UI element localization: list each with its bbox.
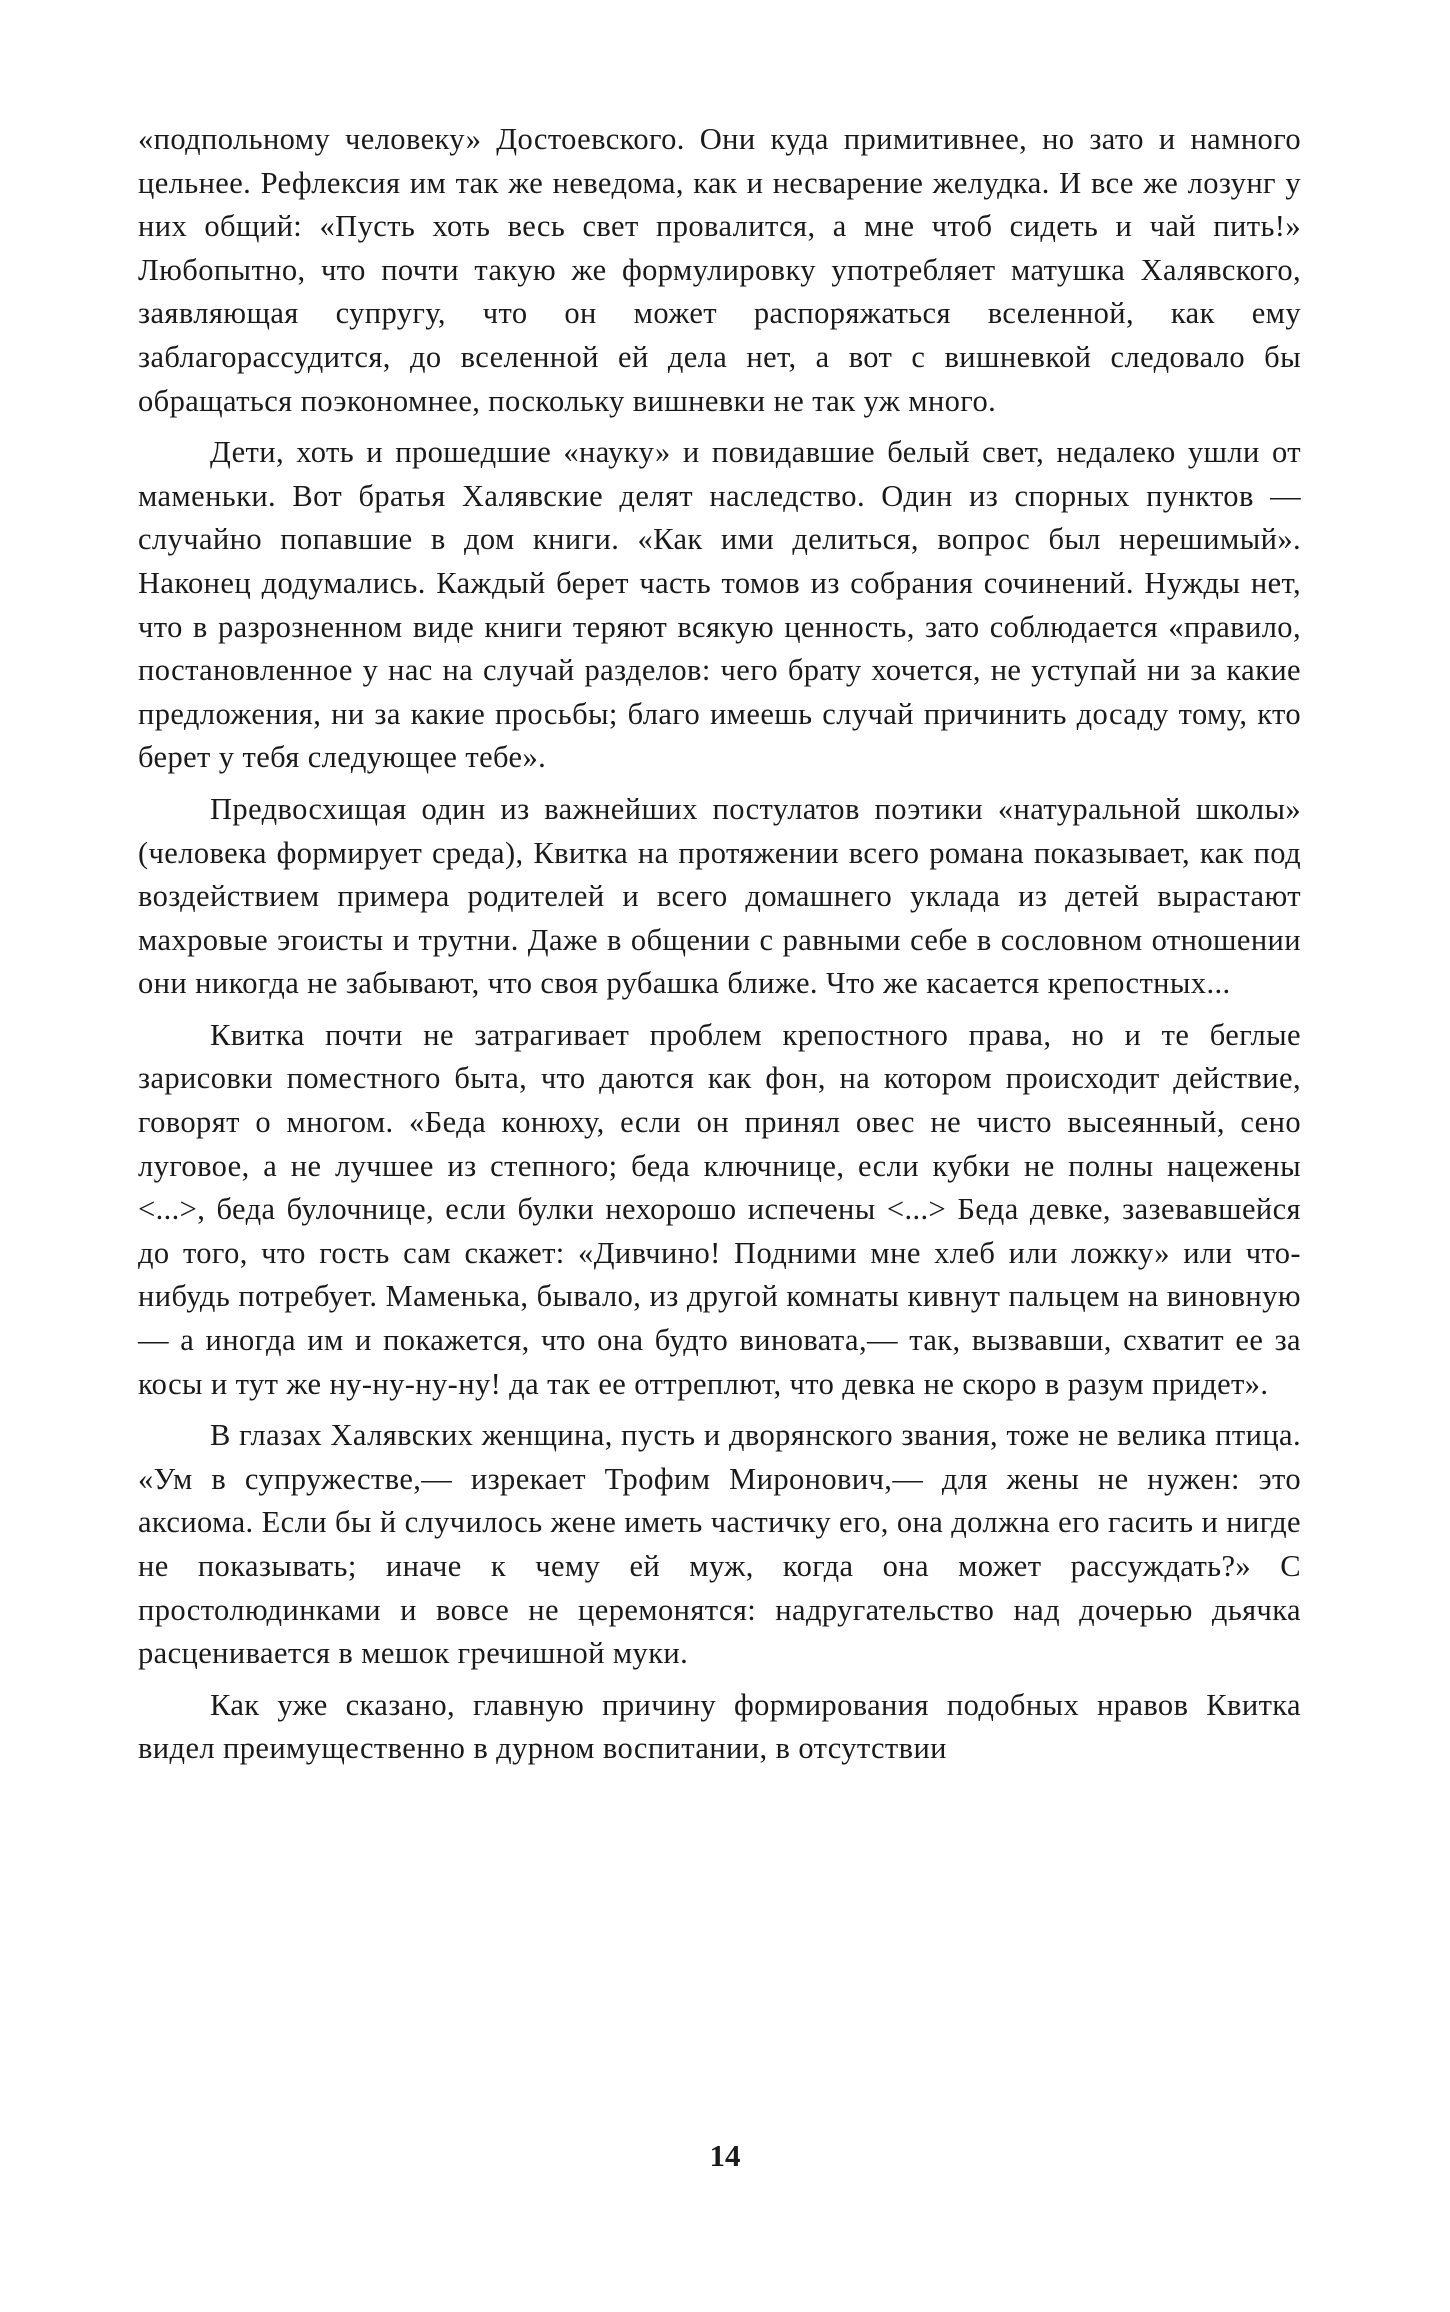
paragraph-1: «подпольному человеку» Достоевского. Они куда примитивнее, но зато и намного цельнее. Рефлексия им так же неведома, как и несварение желудка. И все же лозунг у них общий: «Пусть хоть весь свет провалится, а мне чтоб сидеть и чай пить!» Любопытно, что почти такую же формулировку употребляет матушка Халявского, заявляющая супругу, что он может распоряжаться вселенной, как ему заблагорассудится, до вселенной ей дела нет, а вот с вишневкой следовало бы обращаться поэкономнее, поскольку вишневки не так уж много. <box>138 122 1301 418</box>
paragraph-6: Как уже сказано, главную причину формирования подобных нравов Квитка видел преимущественно в дурном воспитании, в отсутствии <box>138 1687 1301 1766</box>
page-number: 14 <box>709 2138 741 2173</box>
paragraph-5: В глазах Халявских женщина, пусть и дворянского звания, тоже не велика птица. «Ум в супружестве,— изрекает Трофим Миронович,— для жены не нужен: это аксиома. Если бы й случилось жене иметь частичку его, она должна его гасить и нигде не показывать; иначе к чему ей муж, когда она может рассуждать?» С простолюдинками и вовсе не церемонятся: надругательство над дочерью дьячка расценивается в мешок гречишной муки. <box>138 1418 1301 1671</box>
body-text <box>138 118 1301 1779</box>
paragraph-3: Предвосхищая один из важнейших постулатов поэтики «натуральной школы» (человека формирует среда), Квитка на протяжении всего романа показывает, как под воздействием примера родителей и всего домашнего уклада из детей вырастают махровые эгоисты и трутни. Даже в общении с равными себе в сословном отношении они никогда не забывают, что своя рубашка ближе. Что же касается крепостных... <box>138 791 1301 1001</box>
paragraph-2: Дети, хоть и прошедшие «науку» и повидавшие белый свет, недалеко ушли от маменьки. Вот братья Халявские делят наследство. Один из спорных пунктов — случайно попавшие в дом книги. «Как ими делиться, вопрос был нерешимый». Наконец додумались. Каждый берет часть томов из собрания сочинений. Нужды нет, что в разрозненном виде книги теряют всякую ценность, зато соблюдается «правило, постановленное у нас на случай разделов: чего брату хочется, не уступай ни за какие предложения, ни за какие просьбы; благо имеешь случай причинить досаду тому, кто берет у тебя следующее тебе». <box>138 435 1301 775</box>
paragraph-4: Квитка почти не затрагивает проблем крепостного права, но и те беглые зарисовки поместного быта, что даются как фон, на котором происходит действие, говорят о многом. «Беда конюху, если он принял овес не чисто высеянный, сено луговое, а не лучшее из степного; беда ключнице, если кубки не полны нацежены <...>, беда булочнице, если булки нехорошо испечены <...> Беда девке, зазевавшейся до того, что гость сам скажет: «Дивчино! Подними мне хлеб или ложку» или что-нибудь потребует. Маменька, бывало, из другой комнаты кивнут пальцем на виновную — а иногда им и покажется, что она будто виновата,— так, вызвавши, схватит ее за косы и тут же ну-ну-ну-ну! да так ее оттреплют, что девка не скоро в разум придет». <box>138 1017 1301 1401</box>
